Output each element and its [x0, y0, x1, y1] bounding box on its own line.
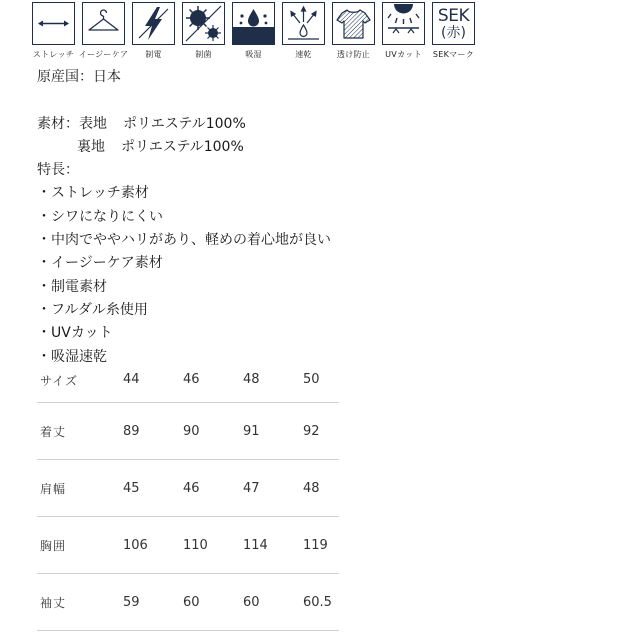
origin-line: 原産国：日本: [37, 69, 121, 85]
table-cell: 45: [123, 460, 183, 517]
table-cell: 106: [123, 517, 183, 574]
sek-mark-icon: [432, 2, 475, 45]
table-cell: 90: [183, 403, 243, 460]
row-header: 着丈: [37, 403, 123, 460]
lightning-icon: [132, 2, 175, 45]
icon-cell-quick-dry: [281, 2, 326, 60]
feature-item: ・イージーケア素材: [37, 255, 163, 272]
row-header: 胸囲: [37, 517, 123, 574]
icon-cell-see-through: [331, 2, 376, 60]
icon-label: 制電: [145, 50, 162, 59]
material-label: 素材：: [37, 115, 79, 132]
table-cell: 47: [243, 460, 303, 517]
table-cell: 92: [303, 403, 339, 460]
table-cell: 46: [183, 460, 243, 517]
icon-cell-easy-care: [78, 2, 129, 60]
moisture-absorb-icon: [232, 2, 275, 45]
icon-label: 透け防止: [336, 50, 371, 59]
icon-cell-antistatic: [131, 2, 176, 60]
table-row: [37, 517, 339, 574]
table-cell: 110: [183, 517, 243, 574]
icon-label: 制菌: [195, 50, 212, 59]
stretch-icon: [32, 2, 75, 45]
table-cell: 60.5: [303, 574, 339, 631]
icon-cell-stretch: [31, 2, 76, 60]
material-outer-line: [37, 113, 331, 136]
product-description: [37, 66, 331, 369]
material-outer-label: 表地: [79, 115, 107, 132]
feature-item: ・シワになりにくい: [37, 208, 163, 225]
feature-item: ・中肉でややハリがあり、軽めの着心地が良い: [37, 232, 331, 249]
table-cell: 46: [183, 366, 243, 403]
spacer: [37, 89, 331, 112]
feature-item: ・ストレッチ素材: [37, 185, 149, 202]
material-lining-line: [37, 136, 331, 159]
icon-label: 吸湿: [245, 50, 262, 59]
hanger-icon: [82, 2, 125, 45]
icon-cell-antibacterial: [181, 2, 226, 60]
table-row: [37, 366, 339, 403]
table-cell: 44: [123, 366, 183, 403]
quick-dry-icon: [282, 2, 325, 45]
table-cell: 50: [303, 366, 339, 403]
table-cell: 114: [243, 517, 303, 574]
table-cell: 119: [303, 517, 339, 574]
table-cell: 48: [303, 460, 339, 517]
size-table: [37, 366, 339, 631]
feature-icon-row: [31, 2, 476, 60]
table-row: [37, 460, 339, 517]
table-row: [37, 403, 339, 460]
material-outer-value: ポリエステル100%: [123, 115, 246, 132]
sek-bottom-text: (赤): [441, 24, 466, 41]
row-header: 肩幅: [37, 460, 123, 517]
icon-cell-uv-cut: [381, 2, 426, 60]
feature-item: ・吸湿速乾: [37, 348, 107, 365]
icon-cell-sek: [431, 2, 476, 60]
antibacterial-icon: [182, 2, 225, 45]
table-cell: 48: [243, 366, 303, 403]
feature-item: ・フルダル糸使用: [37, 301, 148, 318]
table-cell: 59: [123, 574, 183, 631]
icon-label: 速乾: [295, 50, 312, 59]
table-cell: 91: [243, 403, 303, 460]
table-cell: 89: [123, 403, 183, 460]
sek-top-text: SEK: [437, 5, 470, 26]
feature-item: ・UVカット: [37, 325, 113, 342]
icon-label: イージーケア: [78, 50, 129, 59]
feature-item: ・制電素材: [37, 278, 107, 295]
row-header: サイズ: [37, 366, 123, 403]
table-cell: 60: [243, 574, 303, 631]
icon-label: ストレッチ: [32, 50, 75, 59]
material-lining-label: 裏地: [77, 138, 105, 155]
icon-label: SEKマーク: [432, 50, 475, 59]
icon-label: UVカット: [385, 50, 422, 59]
table-row: [37, 574, 339, 631]
features-heading: 特長：: [37, 162, 79, 179]
table-cell: 60: [183, 574, 243, 631]
see-through-prevention-icon: [332, 2, 375, 45]
material-lining-value: ポリエステル100%: [121, 138, 244, 155]
icon-cell-moisture: [231, 2, 276, 60]
row-header: 袖丈: [37, 574, 123, 631]
uv-cut-icon: [382, 2, 425, 45]
